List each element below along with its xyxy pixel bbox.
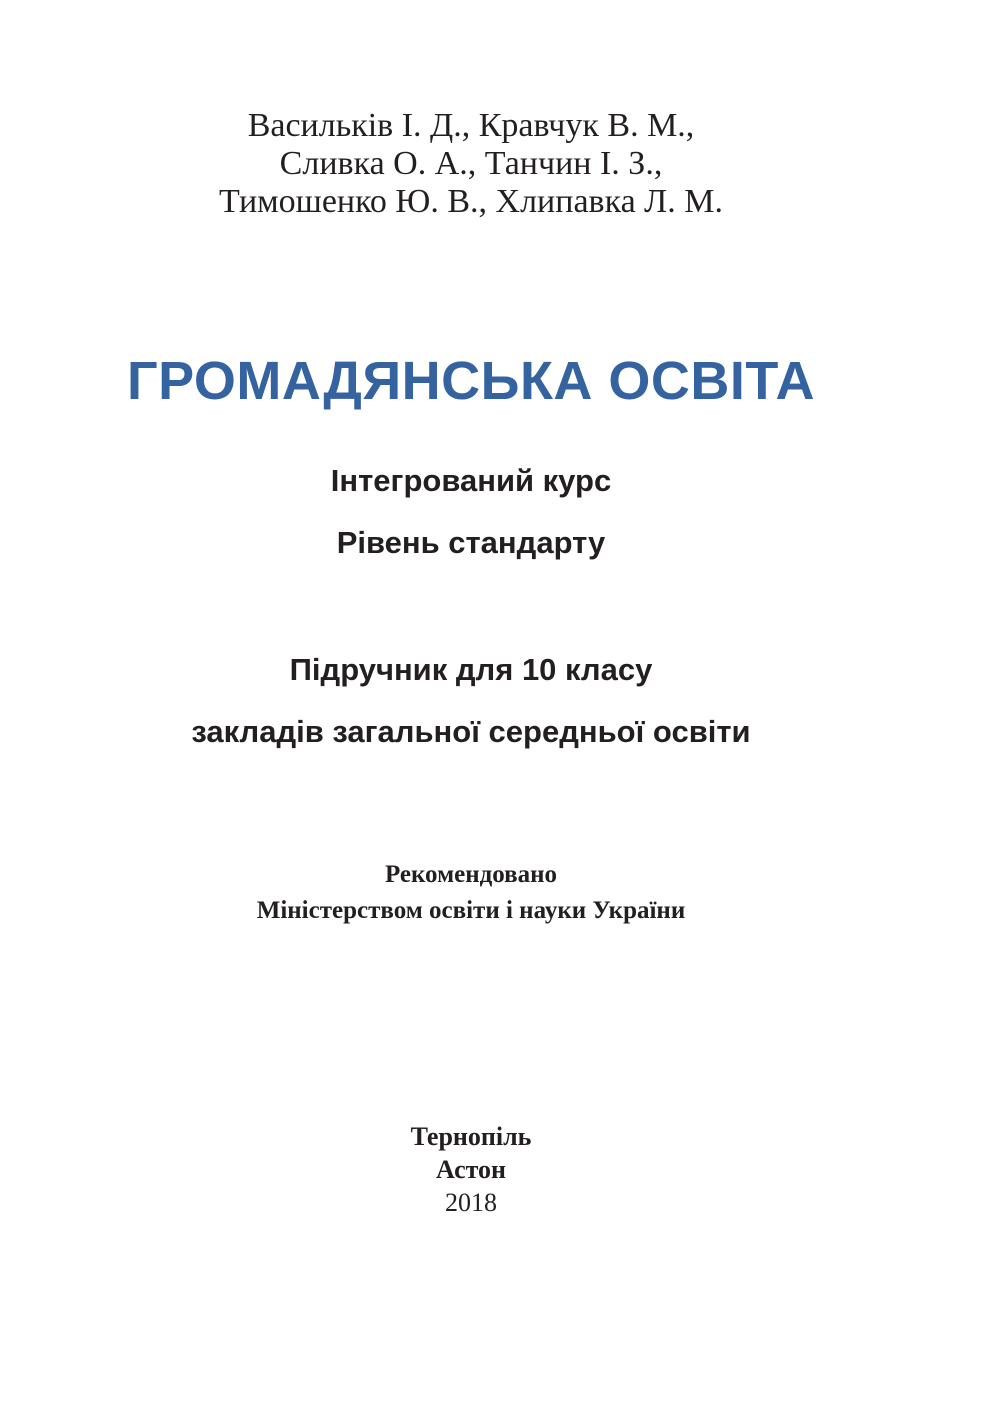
book-title: ГРОМАДЯНСЬКА ОСВІТА: [126, 351, 816, 411]
recommendation-line: Рекомендовано: [384, 861, 558, 888]
author-line: Тимошенко Ю. В., Хлипавка Л. М.: [219, 183, 723, 220]
level-subtitle: Рівень стандарту: [336, 525, 606, 560]
author-line: Васильків І. Д., Кравчук В. М.,: [247, 107, 695, 144]
school-type-line: закладів загальної середньої освіти: [191, 714, 751, 749]
ministry-line: Міністерством освіти і науки України: [256, 897, 686, 924]
imprint-city: Тернопіль: [410, 1122, 532, 1151]
course-subtitle: Інтегрований курс: [330, 463, 612, 498]
imprint-year: 2018: [445, 1188, 497, 1217]
author-line: Сливка О. А., Танчин І. З.,: [279, 145, 663, 182]
imprint-publisher: Астон: [435, 1155, 507, 1184]
textbook-grade-line: Підручник для 10 класу: [289, 652, 653, 687]
